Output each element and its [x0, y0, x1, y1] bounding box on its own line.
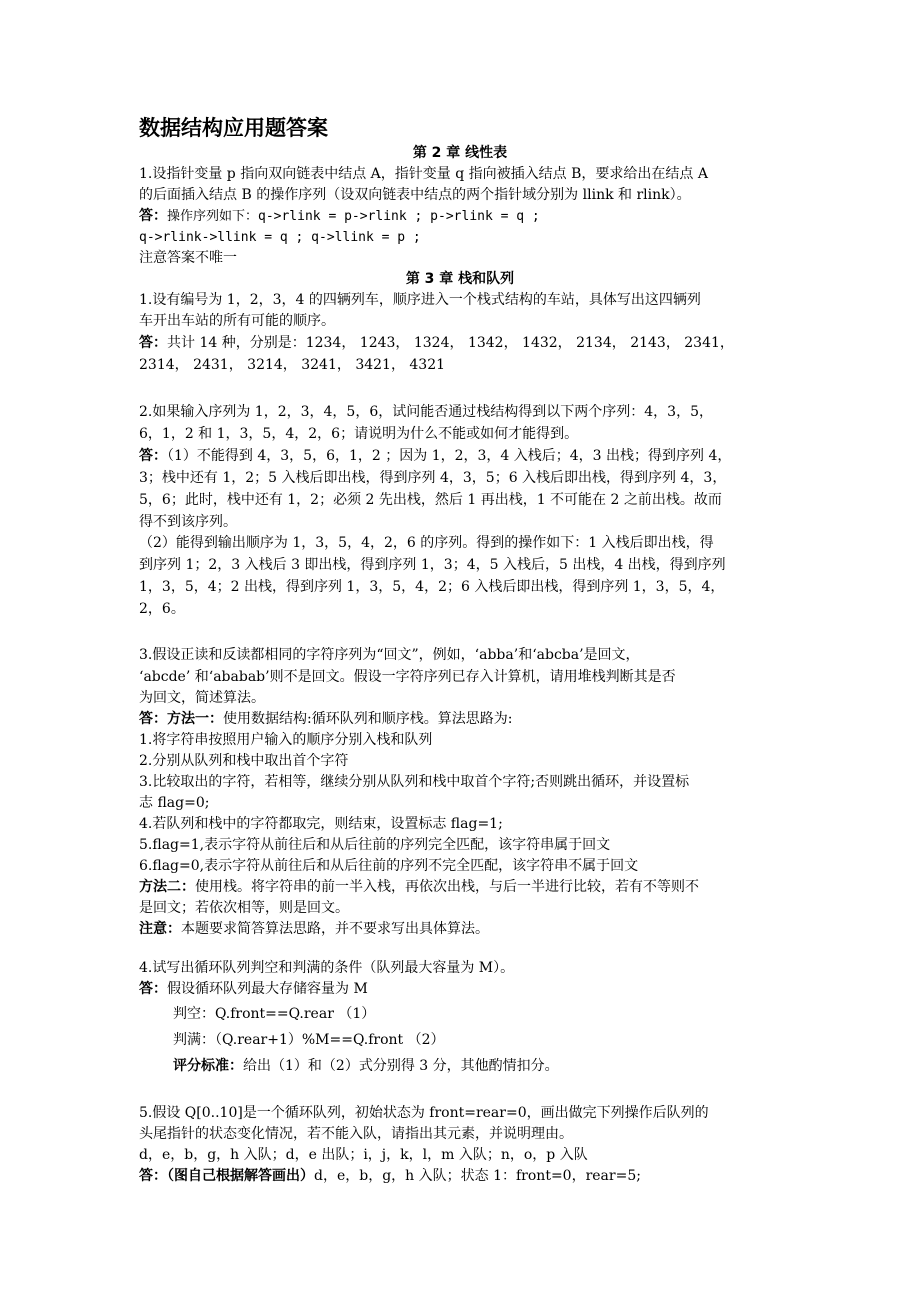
- answer-text: 5，6；此时，栈中还有 1，2；必须 2 先出栈，然后 1 再出栈，1 不可能在 2 之前出栈。故而: [139, 492, 722, 508]
- answer-text: 是回文；若依次相等，则是回文。: [139, 900, 349, 916]
- question-text: 头尾指针的状态变化情况，若不能入队，请指出其元素，并说明理由。: [139, 1126, 573, 1142]
- answer-label: 答：（图自己根据解答画出）: [139, 1168, 314, 1184]
- note-label: 注意：: [139, 921, 181, 937]
- answer-line: [139, 446, 789, 467]
- question-text: 为回文，简述算法。: [139, 690, 265, 706]
- question-text: 2.如果输入序列为 1，2，3，4，5，6，试问能否通过栈结构得到以下两个序列：4，3，5，: [139, 404, 713, 420]
- answer-label: 答：: [139, 448, 167, 464]
- question-text: 车开出车站的所有可能的顺序。: [139, 313, 335, 329]
- answer-text: （2）能得到输出顺序为 1，3，5，4，2，6 的序列。得到的操作如下：1 入栈后即出栈，得: [139, 535, 714, 551]
- score-text: 给出（1）和（2）式分别得 3 分，其他酌情扣分。: [243, 1058, 559, 1074]
- algorithm-step: 2.分别从队列和栈中取出首个字符: [139, 753, 349, 769]
- document-title: 数据结构应用题答案: [139, 116, 328, 140]
- answer-text: （1）不能得到 4，3，5，6，1，2 ；因为 1，2，3，4 入栈后；4，3 出栈；得到序列 4，: [167, 448, 732, 464]
- question-text: 5.假设 Q[0..10]是一个循环队列，初始状态为 front=rear=0，画出做完下列操作后队列的: [139, 1105, 709, 1121]
- question-text: 3.假设正读和反读都相同的字符序列为“回文”，例如，‘abba’和‘abcba’是回文，: [139, 647, 640, 663]
- answer-text: 2，6。: [139, 601, 185, 617]
- answer-line: [139, 333, 789, 354]
- answer-line: [173, 1056, 823, 1077]
- answer-label: 答：: [139, 208, 167, 224]
- answer-line: [139, 919, 789, 940]
- answer-line: [139, 1166, 789, 1187]
- question-text: 4.试写出循环队列判空和判满的条件（队列最大容量为 M）。: [139, 960, 515, 976]
- algorithm-step: 4.若队列和栈中的字符都取完，则结束，设置标志 flag=1;: [139, 816, 503, 832]
- question-text: 1.设有编号为 1，2，3，4 的四辆列车，顺序进入一个栈式结构的车站，具体写出这四辆列: [139, 292, 701, 308]
- full-condition: 判满：（Q.rear+1）%M==Q.front （2）: [173, 1032, 445, 1048]
- question-text: 6，1，2 和 1，3，5，4，2，6；请说明为什么不能或如何才能得到。: [139, 426, 579, 442]
- score-label: 评分标准：: [173, 1058, 243, 1074]
- note-text: 本题要求简答算法思路，并不要求写出具体算法。: [181, 921, 489, 937]
- algorithm-step: 5.flag=1,表示字符从前往后和从后往前的序列完全匹配，该字符串属于回文: [139, 837, 611, 853]
- answer-text: 使用数据结构:循环队列和顺序栈。算法思路为:: [223, 711, 513, 727]
- answer-text: 操作序列如下：q->rlink = p->rlink ; p->rlink = q ;: [167, 209, 540, 224]
- chapter-2-heading: 第 2 章 线性表: [412, 145, 508, 161]
- answer-label: 答：: [139, 981, 167, 997]
- question-text: d，e，b，g，h 入队；d，e 出队；i，j，k，l，m 入队；n，o，p 入队: [139, 1147, 588, 1163]
- answer-text: 得不到该序列。: [139, 514, 237, 530]
- answer-text: 3；栈中还有 1，2；5 入栈后即出栈，得到序列 4，3，5；6 入栈后即出栈，得到序列 4，3，: [139, 470, 727, 486]
- answer-text: 到序列 1；2，3 入栈后 3 即出栈，得到序列 1，3；4，5 入栈后，5 出栈，4 出栈，得到序列: [139, 557, 726, 573]
- algorithm-step: 1.将字符串按照用户输入的顺序分别入栈和队列: [139, 732, 433, 748]
- answer-text: 1，3，5，4；2 出栈，得到序列 1，3，5，4，2；6 入栈后即出栈，得到序列 1，3，5，4，: [139, 579, 725, 595]
- question-text: ‘abcde’ 和‘ababab’则不是回文。假设一字符序列已存入计算机，请用堆栈判断其是否: [139, 669, 676, 685]
- answer-text: 2314， 2431， 3214， 3241， 3421， 4321: [139, 357, 446, 373]
- answer-line: [139, 709, 789, 730]
- answer-text: d，e，b，g，h 入队；状态 1：front=0，rear=5;: [314, 1168, 641, 1184]
- answer-text: 使用栈。将字符串的前一半入栈，再依次出栈，与后一半进行比较，若有不等则不: [195, 879, 699, 895]
- answer-text: 共计 14 种，分别是：1234， 1243， 1324， 1342， 1432， 2134， 2143， 2341，: [167, 335, 734, 351]
- answer-note: 注意答案不唯一: [139, 250, 237, 266]
- empty-condition: 判空：Q.front==Q.rear （1）: [173, 1006, 376, 1022]
- answer-line: [139, 206, 789, 227]
- answer-line: [139, 979, 789, 1000]
- chapter-3-heading: 第 3 章 栈和队列: [405, 271, 515, 287]
- answer-line: [139, 877, 789, 898]
- answer-text: q->rlink->llink = q ; q->llink = p ;: [139, 230, 421, 245]
- algorithm-step: 志 flag=0;: [139, 795, 210, 811]
- answer-label: 答：方法一：: [139, 711, 223, 727]
- answer-text: 假设循环队列最大存储容量为 M: [167, 981, 368, 997]
- method-label: 方法二：: [139, 879, 195, 895]
- algorithm-step: 3.比较取出的字符，若相等，继续分别从队列和栈中取首个字符;否则跳出循环，并设置标: [139, 774, 690, 790]
- algorithm-step: 6.flag=0,表示字符从前往后和从后往前的序列不完全匹配，该字符串不属于回文: [139, 858, 639, 874]
- answer-label: 答：: [139, 335, 167, 351]
- question-text: 1.设指针变量 p 指向双向链表中结点 A，指针变量 q 指向被插入结点 B，要求给出在结点 A: [139, 166, 708, 182]
- question-text: 的后面插入结点 B 的操作序列（设双向链表中结点的两个指针域分别为 llink 和 rlink）。: [139, 187, 691, 203]
